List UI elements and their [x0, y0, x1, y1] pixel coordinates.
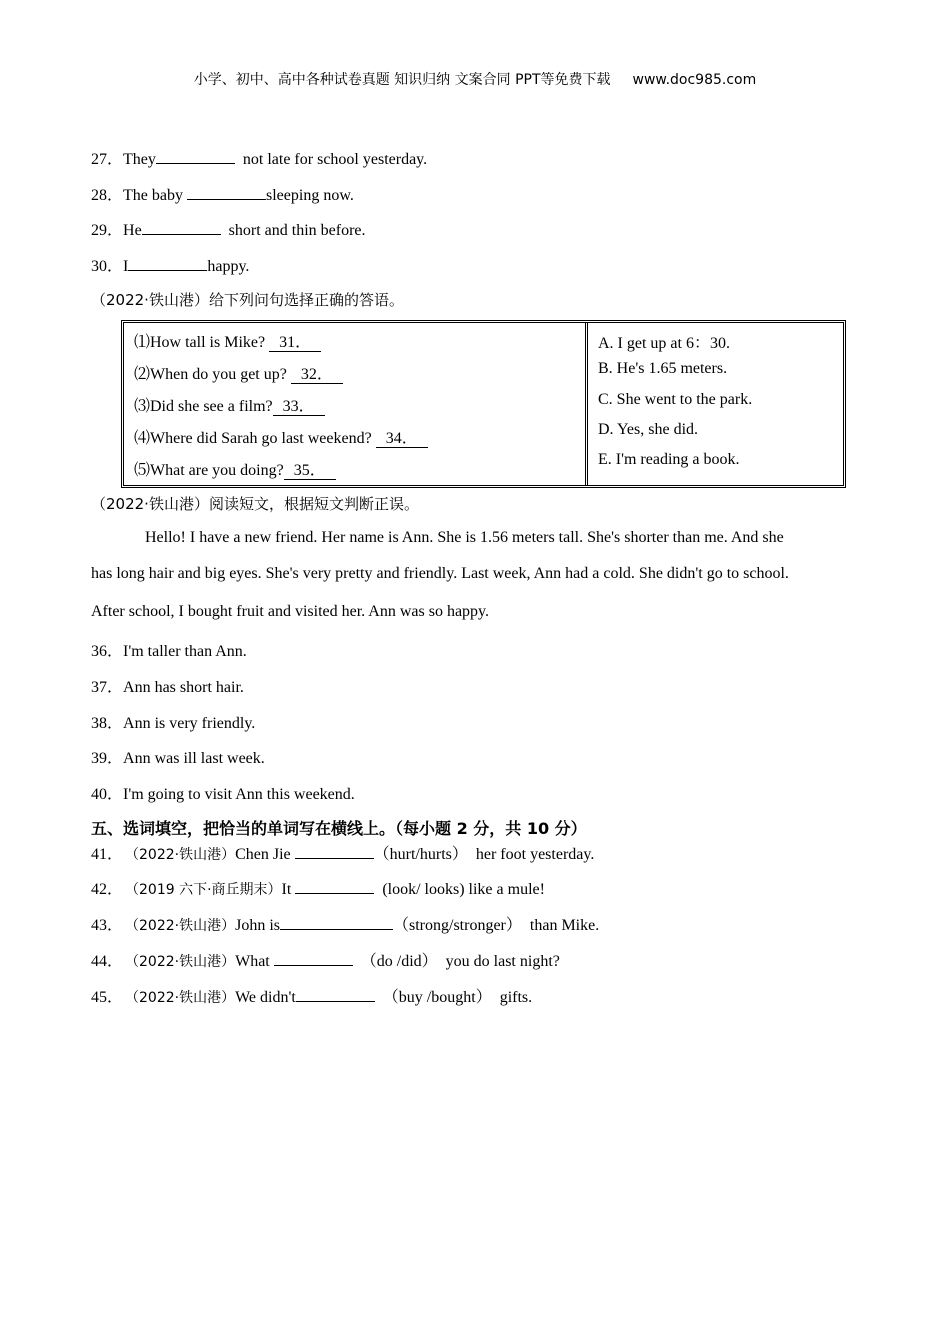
question-source: （2019 六下·商丘期末）: [125, 882, 282, 898]
question-text-before: He: [123, 222, 142, 239]
question-45: [91, 984, 532, 1007]
match-section-intro: （2022·铁山港）给下列问句选择正确的答语。: [91, 291, 404, 309]
question-text-before: What: [235, 953, 274, 970]
question-28: [91, 182, 354, 205]
question-number: 39．: [91, 750, 124, 767]
statement-text: Ann has short hair.: [123, 679, 244, 696]
question-29: [91, 217, 366, 240]
word-choice: （strong/stronger）: [393, 917, 522, 934]
question-number: 41．: [91, 846, 124, 863]
statement-text: Ann is very friendly.: [123, 715, 256, 732]
answer-blank[interactable]: 34．: [376, 431, 428, 448]
header-site-link[interactable]: www.doc985.com: [632, 72, 757, 88]
passage-line-2: has long hair and big eyes. She's very pretty and friendly. Last week, Ann had a cold. She didn't go to school.: [91, 565, 789, 582]
question-number: 40．: [91, 786, 124, 803]
question-number: 29．: [91, 222, 124, 239]
match-option-b: B. He's 1.65 meters.: [598, 360, 728, 377]
reading-section-intro: （2022·铁山港）阅读短文，根据短文判断正误。: [91, 495, 419, 513]
match-table: [121, 320, 846, 488]
question-source: （2022·铁山港）: [125, 847, 236, 863]
passage-line-1: Hello! I have a new friend. Her name is Ann. She is 1.56 meters tall. She's shorter than me. And she: [145, 529, 784, 546]
question-number: 45．: [91, 989, 124, 1006]
match-question-text: ⑵When do you get up?: [134, 366, 291, 383]
question-text-after: short and thin before.: [220, 222, 366, 239]
answer-blank[interactable]: [187, 184, 266, 200]
answer-blank[interactable]: [128, 255, 207, 271]
header-text: 小学、初中、高中各种试卷真题 知识归纳 文案合同 PPT等免费下载: [193, 72, 611, 88]
answer-blank[interactable]: [142, 219, 221, 235]
answer-blank[interactable]: 32．: [291, 367, 343, 384]
question-text-before: They: [123, 151, 156, 168]
question-44: [91, 948, 560, 971]
question-number: 27．: [91, 151, 124, 168]
statement-40: [91, 781, 355, 804]
match-question-5: [134, 457, 336, 480]
question-number: 36．: [91, 643, 124, 660]
statement-36: [91, 638, 247, 661]
question-text-after: gifts.: [491, 989, 533, 1006]
question-number: 28．: [91, 187, 124, 204]
question-number: 37．: [91, 679, 124, 696]
question-text-after: happy.: [207, 258, 250, 275]
question-text-before: The baby: [123, 187, 187, 204]
match-question-text: ⑴How tall is Mike?: [134, 334, 270, 351]
question-text-before: Chen Jie: [235, 846, 295, 863]
question-number: 42．: [91, 881, 124, 898]
question-41: [91, 841, 594, 864]
question-text-after: you do last night?: [437, 953, 560, 970]
statement-37: [91, 674, 244, 697]
statement-39: [91, 745, 265, 768]
word-choice: （buy /bought）: [374, 989, 492, 1006]
table-divider: [585, 323, 588, 485]
question-text-before: It: [281, 881, 296, 898]
answer-blank[interactable]: [295, 878, 374, 894]
question-text-after: her foot yesterday.: [467, 846, 595, 863]
statement-text: I'm going to visit Ann this weekend.: [123, 786, 355, 803]
question-text-after: sleeping now.: [266, 187, 354, 204]
answer-blank[interactable]: 35．: [284, 463, 336, 480]
match-option-e: E. I'm reading a book.: [598, 451, 740, 468]
answer-blank[interactable]: [280, 914, 393, 930]
statement-text: I'm taller than Ann.: [123, 643, 247, 660]
answer-blank[interactable]: 33．: [273, 399, 325, 416]
question-text-before: John is: [235, 917, 280, 934]
word-choice: （hurt/hurts）: [373, 846, 468, 863]
question-source: （2022·铁山港）: [125, 954, 236, 970]
match-question-text: ⑷Where did Sarah go last weekend?: [134, 430, 376, 447]
question-text-after: not late for school yesterday.: [234, 151, 428, 168]
question-30: [91, 253, 249, 276]
question-42: [91, 876, 545, 899]
question-text-before: We didn't: [235, 989, 296, 1006]
match-option-a: A. I get up at 6：30.: [598, 335, 730, 352]
question-number: 43．: [91, 917, 124, 934]
match-option-d: D. Yes, she did.: [598, 421, 699, 438]
question-number: 30．: [91, 258, 124, 275]
question-text-after: like a mule!: [464, 881, 545, 898]
match-question-2: [134, 361, 343, 384]
word-choice: (look/ looks): [374, 881, 465, 898]
match-question-1: [134, 329, 321, 352]
question-number: 38．: [91, 715, 124, 732]
match-question-4: [134, 425, 428, 448]
answer-blank[interactable]: [156, 148, 235, 164]
word-choice: （do /did）: [352, 953, 438, 970]
question-43: [91, 912, 599, 935]
answer-blank[interactable]: [296, 986, 375, 1002]
question-source: （2022·铁山港）: [125, 990, 236, 1006]
question-text-before: I: [123, 258, 129, 275]
section5-heading: 五、选词填空，把恰当的单词写在横线上。（每小题 2 分，共 10 分）: [91, 819, 587, 838]
passage-line-3: After school, I bought fruit and visited her. Ann was so happy.: [91, 603, 490, 620]
page-header: [0, 69, 950, 89]
answer-blank[interactable]: [274, 950, 353, 966]
match-question-text: ⑸What are you doing?: [134, 462, 284, 479]
statement-text: Ann was ill last week.: [123, 750, 265, 767]
match-option-c: C. She went to the park.: [598, 391, 753, 408]
question-number: 44．: [91, 953, 124, 970]
match-question-3: [134, 393, 325, 416]
question-27: [91, 146, 427, 169]
answer-blank[interactable]: 31．: [269, 335, 321, 352]
statement-38: [91, 710, 255, 733]
match-question-text: ⑶Did she see a film?: [134, 398, 273, 415]
question-text-after: than Mike.: [521, 917, 600, 934]
answer-blank[interactable]: [295, 843, 374, 859]
question-source: （2022·铁山港）: [125, 918, 236, 934]
